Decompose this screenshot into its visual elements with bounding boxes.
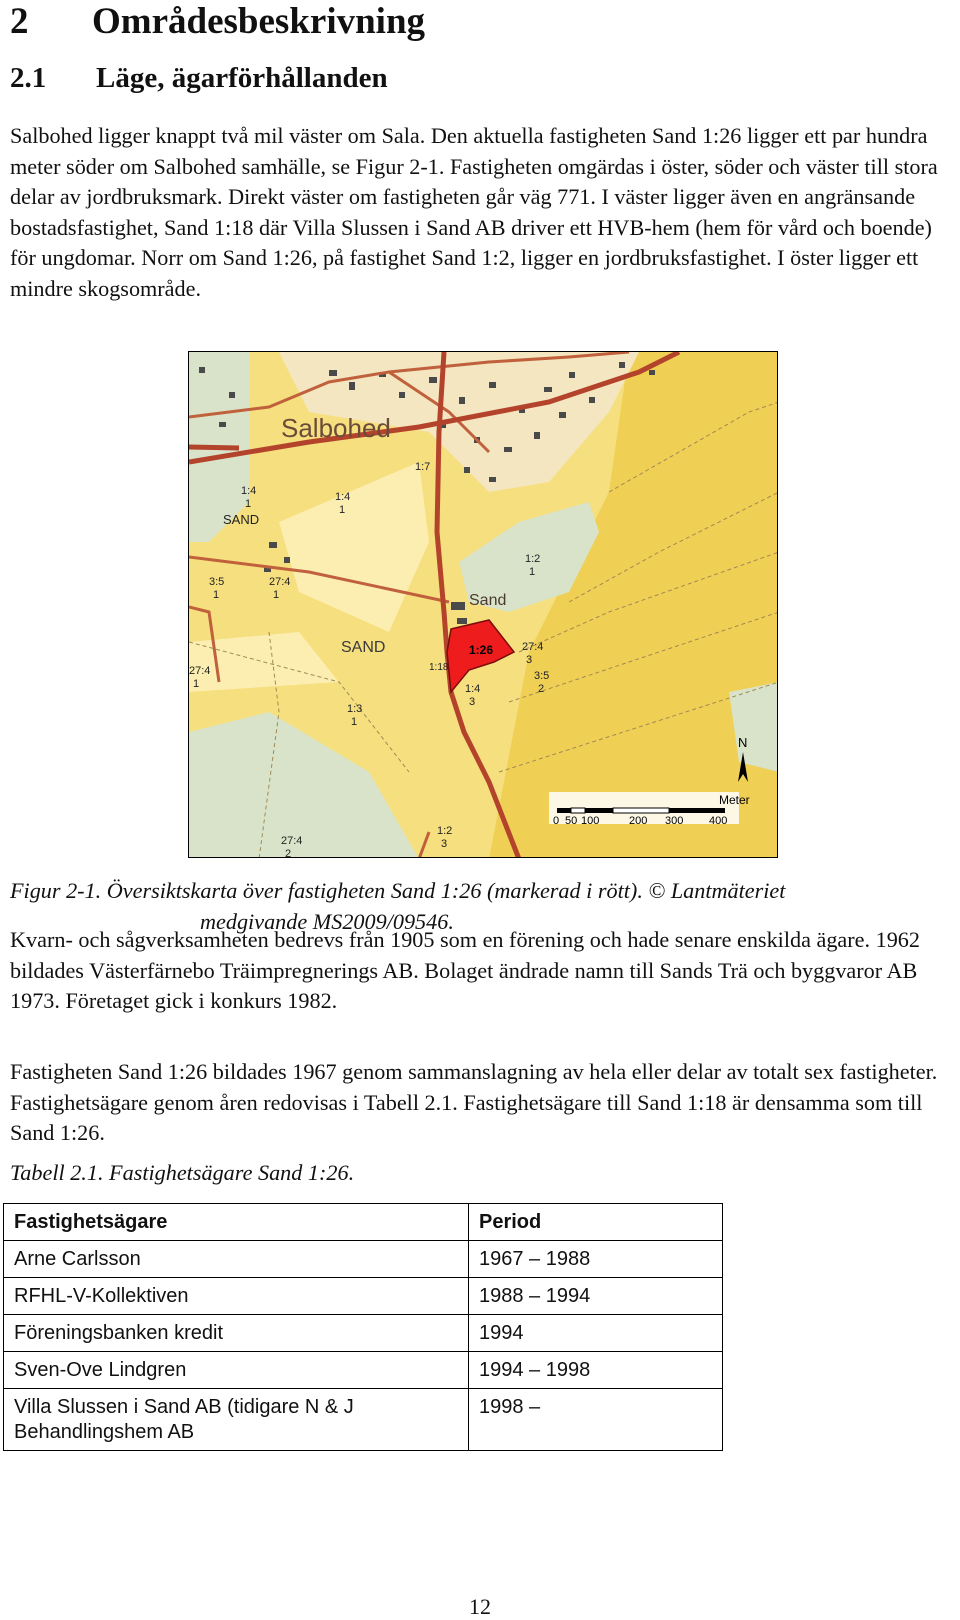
owners-table — [3, 1203, 723, 1451]
table-row — [4, 1315, 723, 1352]
scale-tick-200: 200 — [629, 815, 648, 827]
parcel-label-p35a-2: 1 — [213, 589, 220, 601]
figure-caption-line1: Figur 2-1. Översiktskarta över fastigheten Sand 1:26 (markerad i rött). © Lantmäteriet — [10, 878, 786, 903]
section-heading — [10, 0, 425, 43]
subsection-heading — [10, 62, 388, 95]
table-row — [4, 1389, 723, 1451]
parcel-label-p274a-1: 27:4 — [269, 576, 291, 588]
north-label: N — [738, 735, 748, 750]
parcel-label-p13-2: 1 — [351, 716, 358, 728]
parcel-label-p17: 1:7 — [415, 461, 431, 473]
subsection-title: Läge, ägarförhållanden — [96, 62, 388, 94]
owner-cell: Föreningsbanken kredit — [4, 1315, 469, 1352]
scale-unit: Meter — [719, 793, 750, 807]
scale-bar — [549, 792, 750, 827]
owner-cell: Arne Carlsson — [4, 1241, 469, 1278]
place-sand-caps: SAND — [341, 639, 386, 656]
owner-cell: Sven-Ove Lindgren — [4, 1352, 469, 1389]
formation-paragraph: Fastigheten Sand 1:26 bildades 1967 genom sammanslagning av hela eller delar av totalt sex fastigheter. Fastighetsägare genom åren redovisas i Tabell 2.1. Fastighetsägare till Sand 1:18 är densamma som till Sand 1:26. — [10, 1059, 938, 1145]
period-cell: 1988 – 1994 — [469, 1278, 723, 1315]
table-header-row — [4, 1204, 723, 1241]
parcel-label-p14c-1: 1:4 — [465, 683, 481, 695]
table-row — [4, 1241, 723, 1278]
parcel-label-p274b-2: 3 — [526, 654, 533, 666]
parcel-label-p12a-1: 1:2 — [525, 553, 541, 565]
parcel-label-p35b-1: 3:5 — [534, 670, 550, 682]
period-cell: 1998 – — [469, 1389, 723, 1451]
scale-tick-400: 400 — [709, 815, 728, 827]
header-period: Period — [469, 1204, 723, 1241]
parcel-label-p12b-2: 3 — [441, 838, 448, 850]
figure-caption-line2: medgivande MS2009/09546. — [200, 908, 454, 934]
parcel-label-p14b-1: 1:4 — [335, 491, 351, 503]
parcel-label-p35a-1: 3:5 — [209, 576, 225, 588]
parcel-label-p274d-1: 27:4 — [281, 835, 303, 847]
parcel-label-p35b-2: 2 — [538, 683, 545, 695]
intro-paragraph: Salbohed ligger knappt två mil väster om Sala. Den aktuella fastigheten Sand 1:26 ligger ett par hundra meter söder om Salbohed samhälle, se Figur 2-1. Fastigheten omgärdas i öster, söder och väster till stora delar av jordbruksmark. Direkt väster om fastigheten går väg 771. I väster ligger även en angränsande bostadsfastighet, Sand 1:18 där Villa Slussen i Sand AB driver ett HVB-hem (hem för vård och boende) för ungdomar. Norr om Sand 1:26, på fastighet Sand 1:2, ligger en jordbruksfastighet. I öster ligger ett mindre skogsområde. — [10, 123, 938, 301]
parcel-label-p12b-1: 1:2 — [437, 825, 453, 837]
parcel-label-p274c-2: 1 — [193, 678, 200, 690]
scale-tick-50: 50 — [565, 815, 578, 827]
subsection-number: 2.1 — [10, 62, 47, 94]
table-caption: Tabell 2.1. Fastighetsägare Sand 1:26. — [10, 1160, 355, 1185]
parcel-1-26-label: 1:26 — [469, 643, 494, 657]
period-cell: 1994 – 1998 — [469, 1352, 723, 1389]
parcel-label-p274c-1: 27:4 — [189, 665, 211, 677]
parcel-label-p14b-2: 1 — [339, 504, 346, 516]
owner-cell: RFHL-V-Kollektiven — [4, 1278, 469, 1315]
parcel-label-p12a-2: 1 — [529, 566, 536, 578]
parcel-label-p14a-1: 1:4 — [241, 485, 257, 497]
place-sand-west: SAND — [223, 512, 260, 527]
place-sand: Sand — [469, 592, 507, 609]
header-owner: Fastighetsägare — [4, 1204, 469, 1241]
parcel-label-p274d-2: 2 — [285, 848, 292, 858]
parcel-label-p13-1: 1:3 — [347, 703, 363, 715]
overview-map — [188, 351, 778, 858]
history-paragraph: Kvarn- och sågverksamheten bedrevs från 1905 som en förening och hade senare enskilda ägare. 1962 bildades Västerfärnebo Träimpregnerings AB. Bolaget ändrade namn till Sands Trä och byggvaror AB 1973. Företaget gick i konkurs 1982. — [10, 927, 920, 1013]
parcel-label-p274a-2: 1 — [273, 589, 280, 601]
parcel-label-p118: 1:18 — [429, 662, 449, 673]
scale-tick-300: 300 — [665, 815, 684, 827]
scale-tick-100: 100 — [581, 815, 600, 827]
period-cell: 1994 — [469, 1315, 723, 1352]
section-title: Områdesbeskrivning — [92, 1, 426, 42]
scale-tick-0: 0 — [553, 815, 560, 827]
table-row — [4, 1352, 723, 1389]
parcel-label-p14a-2: 1 — [245, 498, 252, 510]
period-cell: 1967 – 1988 — [469, 1241, 723, 1278]
table-row — [4, 1278, 723, 1315]
page-number: 12 — [469, 1594, 491, 1619]
owner-cell: Villa Slussen i Sand AB (tidigare N & J Behandlingshem AB — [4, 1389, 469, 1451]
parcel-label-p274b-1: 27:4 — [522, 641, 544, 653]
section-number: 2 — [10, 1, 29, 42]
parcel-label-p14c-2: 3 — [469, 696, 476, 708]
place-salbohed: Salbohed — [281, 413, 391, 443]
